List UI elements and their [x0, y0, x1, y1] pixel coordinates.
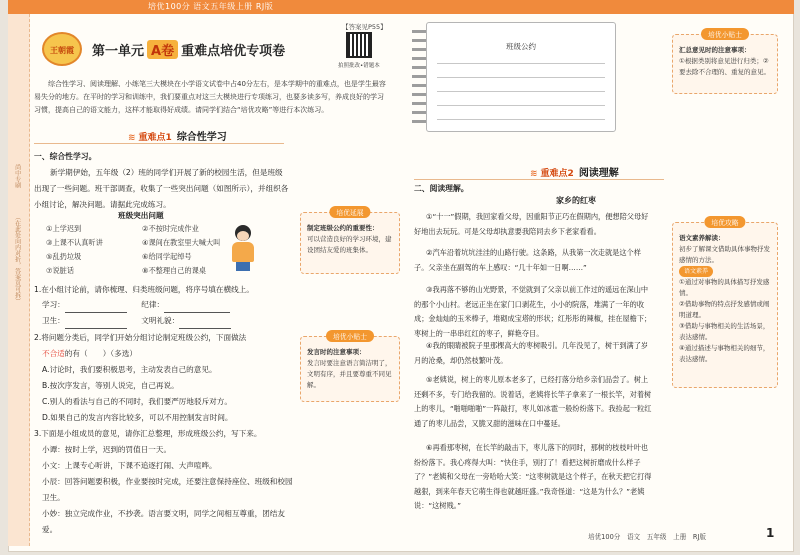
tip-box-speaking [300, 333, 400, 402]
page-spine [8, 14, 30, 546]
passage-paragraph: ④我的眼睛被院子里那棵高大的枣树吸引。几年没见了，树干到满了岁月的沧桑，却仍然枝繁叶茂。 [414, 341, 649, 365]
problem-table-title: 班级突出问题 [118, 211, 164, 220]
opinion-item: 小妙：独立完成作业，不抄袭。语言要文明，同学之间相互尊重，团结友爱。 [42, 509, 285, 534]
tip-box-body: 语文素养解读： 初步了解课文借助具体事物抒发感情的方法。 语文素养 ①通过对事物的具体描写抒发感情。 ②借助事物的特点抒发感情或阐明道理。 ③借助与事物相关的生活场景，表达感情。 ④通过描述与事物相关的细节，表达感情。 [679, 234, 770, 363]
passage-paragraph: ⑤老姨说，树上的枣儿原本老多了，已经打落分给乡亲们品尝了。树上还剩不多，专门给我留的。说着话，老姨将长竿子拿来了一根长竿，对着树上的枣儿，“啪啪啪啪”一阵敲打，枣儿如冰雹一般纷纷落下。我捡起一粒红通了的枣儿品尝，又脆又甜的滋味在口中蔓延。 [414, 375, 652, 428]
volume-badge: A卷 [147, 40, 178, 59]
tip-box-body: 制定班级公约的重要性： 可以营造良好的学习环境，建设团结友爱的班集体。 [307, 224, 392, 254]
tip-box-body: 汇总意见时的注意事项： ①根据类别将意见进行归类；②要去除不合理的、重复的意见。 [679, 46, 770, 76]
passage-paragraph: ①“十一”假期，我回家看父母，因重阳节正巧在假期内，便想陪父母好好地出去玩玩。可是父母却执意要我陪同去乡下老家看看。 [414, 212, 649, 236]
notebook-title: 班级公约 [506, 42, 536, 51]
page-number: 1 [766, 526, 775, 540]
wave-icon: ≋ [530, 169, 538, 179]
kp1-heading: ≋ 重难点1 综合性学习 [128, 132, 227, 143]
problem-list [46, 222, 241, 278]
student-illustration [228, 225, 258, 271]
qr-code-icon[interactable] [346, 32, 372, 58]
tip-box-header: 培优攻略 [704, 216, 745, 228]
answer-reference: 【答案见P55】 [342, 23, 387, 31]
list-item: ①上学迟到 [46, 224, 82, 233]
brand-logo: 王朝霞 [42, 32, 82, 66]
top-banner [8, 0, 794, 14]
tip-box-extension [300, 209, 400, 274]
passage-title: 家乡的红枣 [556, 196, 596, 205]
qr-label: 拍照批改•错题本 [338, 63, 380, 69]
list-item: ⑦说脏话 [46, 266, 75, 275]
section-heading-2: 二、阅读理解。 [414, 184, 469, 193]
sub-question-2: 2.将问题分类后，同学们开始分组讨论制定班级公约，下面做法 [34, 333, 247, 342]
class-rules-notebook[interactable] [426, 22, 616, 132]
tip-box-header: 培优小贴士 [701, 28, 749, 40]
list-item: ⑥给同学起绰号 [142, 252, 192, 261]
list-item: ⑤乱扔垃圾 [46, 252, 82, 261]
wave-icon: ≋ [128, 133, 136, 143]
passage-paragraph: ③我再落不够的山光野景，不觉就到了父亲以前工作过的遥远在深山中的那个小山村。老远正坐在家门口剥花生，小小的院落，堆满了一年的收成；金灿灿的玉米棒子，堆砌成宝塔的形状；红彤彤的辣椒，挂在屋檐下；枣树上的一串串红红的枣子，鲜艳夺目。 [414, 285, 652, 338]
spine-fold-text: （在此处向内对折，答案页可拆） [13, 214, 21, 304]
sub-question-1: 1.在小组讨论前，请你梳理、归类班级问题，将序号填在横线上。 [34, 285, 254, 294]
page-title [92, 40, 285, 59]
tip-box-body: 发言时的注意事项： 发言时要注意语言简洁明了，文明有序，并且要尊重不同见解。 [307, 348, 392, 389]
intro-paragraph: 综合性学习、阅读理解、小练笔三大模块在小学语文试卷中占40分左右，是本学期中的重难点，也是学生最容易失分的地方。在平时的学习和训练中，我们要重点对这三大模块进行专项练习，也要多读多写，养成良好的学习习惯，提高自己的语文能力，这样才能取得好成绩。请同学们结合“培优攻略”等进行本次练习。 [34, 80, 386, 114]
tip-box-strategy [672, 219, 778, 388]
notebook-ring-icon [412, 30, 426, 124]
unit-label: 第一单元 [92, 44, 145, 59]
fill-row-2: 卫生： 文明礼貌： [42, 313, 292, 329]
passage-paragraph: ⑥再看那枣树，在长竿的敲击下，枣儿落下的同时，那树的枝枝叶叶也纷纷落下。我心疼得大叫：“快住手，别打了！看把这树折磨成什么样子了？”老姨和父母在一旁哈哈大笑：“这枣树就是这个样子，在秋天把它打得越狠，到来年春天它萌生得也就越旺盛。”我奇怪道：“这是为什么？”老姨说：“这树贱。” [414, 443, 652, 510]
hygiene-input[interactable] [65, 319, 127, 329]
divider [34, 143, 284, 144]
top-banner-text: 培优100分 语文五年级上册 RJ版 [148, 2, 274, 11]
tip-box-header: 培优小贴士 [326, 330, 374, 342]
option-d: D.如果自己的发言内容比较多，可以不用控制发言时间。 [42, 413, 233, 422]
kp2-heading: ≋ 重难点2 阅读理解 [530, 168, 619, 179]
list-item: ⑧不整理自己的课桌 [142, 266, 206, 275]
title-text: 重难点培优专项卷 [181, 44, 286, 59]
list-item: ③上课不认真听讲 [46, 238, 103, 247]
tip-box-summary [672, 31, 778, 94]
literacy-pill: 语文素养 [679, 266, 713, 277]
divider [414, 179, 664, 180]
question-stem: 新学期伊始，五年级（2）班的同学们开展了新的校园生活，但是班级出现了一些问题。班干部调查，收集了一些突出问题（如图所示），并组织各小组讨论，解决问题。请据此完成练习。 [34, 168, 289, 209]
opinion-item: 小文：上课专心听讲，下课不追逐打闹、大声喧哗。 [42, 461, 217, 470]
option-b: B.按次序发言，等别人说完，自己再说。 [42, 381, 179, 390]
fill-row-1: 学习： 纪律： [42, 297, 292, 313]
sub-question-2-cont: 不合适的有（ ）（多选） [42, 349, 137, 358]
study-input[interactable] [65, 303, 127, 313]
opinion-item: 小辰：回答问题要积极，作业要按时完成，还要注意保持座位、班级和校园卫生。 [42, 477, 293, 502]
list-item: ④课间在教室里大喊大叫 [142, 238, 221, 247]
manners-input[interactable] [179, 319, 231, 329]
sub-question-3: 3.下面是小组成员的意见，请你汇总整理，形成班级公约，写下来。 [34, 429, 262, 438]
passage-paragraph: ②汽车沿着坑坑洼洼的山路行驶。这条路，从我第一次走就是这个样子。父亲坐在副驾的车上感叹：“几十年如一日啊……” [414, 248, 641, 272]
tip-box-header: 培优延展 [329, 206, 370, 218]
spine-top-text: 尚中专刷 [13, 164, 21, 188]
opinion-item: 小谭：按时上学，迟到的罚值日一天。 [42, 445, 172, 454]
list-item: ②不按时完成作业 [142, 224, 199, 233]
discipline-input[interactable] [164, 303, 230, 313]
section-heading-1: 一、综合性学习。 [34, 152, 97, 161]
option-c: C.别人的看法与自己的不同时，我们要严厉地驳斥对方。 [42, 397, 232, 406]
page-footer: 培优100分 语文 五年级 上册 RJ版 [588, 533, 707, 541]
option-a: A.讨论时，我们要积极思考，主动发表自己的意见。 [42, 365, 217, 374]
